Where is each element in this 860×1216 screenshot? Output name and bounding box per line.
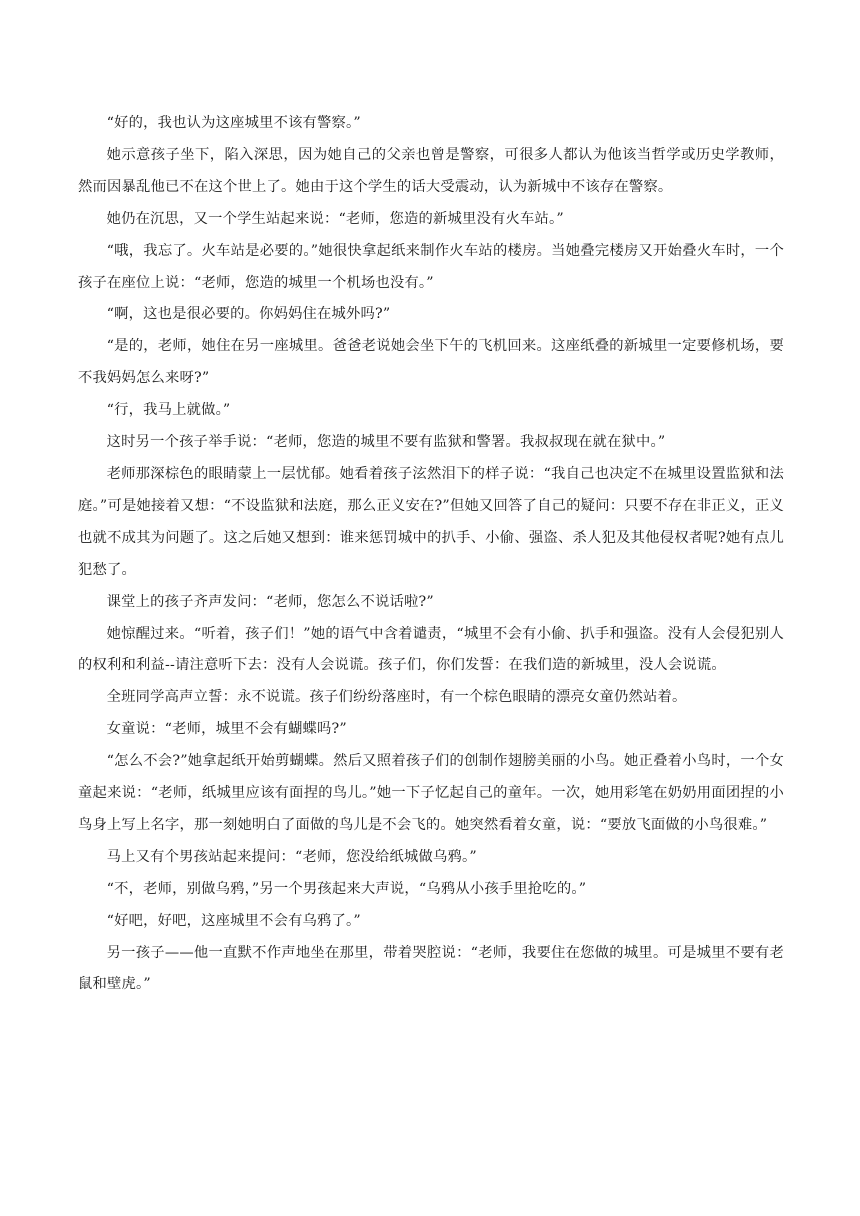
- paragraph: 她示意孩子坐下，陷入深思，因为她自己的父亲也曾是警察，可很多人都认为他该当哲学或历史学教师，然而因暴乱他已不在这个世上了。她由于这个学生的话大受震动，认为新城中不该存在警察。: [78, 146, 784, 195]
- paragraph: 老师那深棕色的眼睛蒙上一层忧郁。她看着孩子泫然泪下的样子说：“我自己也决定不在城里设置监狱和法庭。”可是她接着又想：“不设监狱和法庭，那么正义安在?”但她又回答了自己的疑问：只要不存在非正义，正义也就不成其为问题了。这之后她又想到：谁来惩罚城中的扒手、小偷、强盗、杀人犯及其他侵权者呢?她有点儿犯愁了。: [78, 465, 784, 578]
- paragraph: “好的，我也认为这座城里不该有警察。”: [106, 115, 361, 131]
- story-text: [78, 108, 784, 1001]
- paragraph: 她仍在沉思，又一个学生站起来说：“老师，您造的新城里没有火车站。”: [106, 210, 564, 227]
- paragraph: 课堂上的孩子齐声发问：“老师，您怎么不说话啦?”: [106, 593, 434, 610]
- paragraph: “好吧，好吧，这座城里不会有乌鸦了。”: [106, 912, 361, 929]
- paragraph: 全班同学高声立誓：永不说谎。孩子们纷纷落座时，有一个棕色眼睛的漂亮女童仍然站着。: [106, 689, 687, 706]
- paragraph: 另一孩子——他一直默不作声地坐在那里，带着哭腔说：“老师，我要住在您做的城里。可是城里不要有老鼠和壁虎。”: [78, 944, 784, 993]
- paragraph: 马上又有个男孩站起来提问：“老师，您没给纸城做乌鸦。”: [106, 848, 477, 865]
- paragraph: 女童说：“老师，城里不会有蝴蝶吗?”: [106, 721, 347, 738]
- paragraph: “不，老师，别做乌鸦，”另一个男孩起来大声说，“乌鸦从小孩手里抢吃的。”: [106, 880, 587, 897]
- paragraph: “行，我马上就做。”: [106, 402, 231, 419]
- paragraph: 她惊醒过来。“听着，孩子们！”她的语气中含着谴责，“城里不会有小偷、扒手和强盗。没有人会侵犯别人的权利和利益--请注意听下去：没有人会说谎。孩子们，你们发誓：在我们造的新城里，没人会说谎。: [78, 625, 784, 674]
- paragraph: “啊，这也是很必要的。你妈妈住在城外吗?”: [106, 306, 391, 323]
- paragraph: “怎么不会?”她拿起纸开始剪蝴蝶。然后又照着孩子们的创制作翅膀美丽的小鸟。她正叠着小鸟时，一个女童起来说：“老师，纸城里应该有面捏的鸟儿。”她一下子忆起自己的童年。一次，她用彩笔在奶奶用面团捏的小鸟身上写上名字，那一刻她明白了面做的鸟儿是不会飞的。她突然看着女童，说：“要放飞面做的小鸟很难。”: [78, 753, 784, 833]
- paragraph: “是的，老师，她住在另一座城里。爸爸老说她会坐下午的飞机回来。这座纸叠的新城里一定要修机场，要不我妈妈怎么来呀?”: [78, 338, 784, 387]
- paragraph: “哦，我忘了。火车站是必要的。”她很快拿起纸来制作火车站的楼房。当她叠完楼房又开始叠火车时，一个孩子在座位上说：“老师，您造的城里一个机场也没有。”: [78, 242, 784, 291]
- paragraph: 这时另一个孩子举手说：“老师，您造的城里不要有监狱和警署。我叔叔现在就在狱中。”: [106, 434, 666, 451]
